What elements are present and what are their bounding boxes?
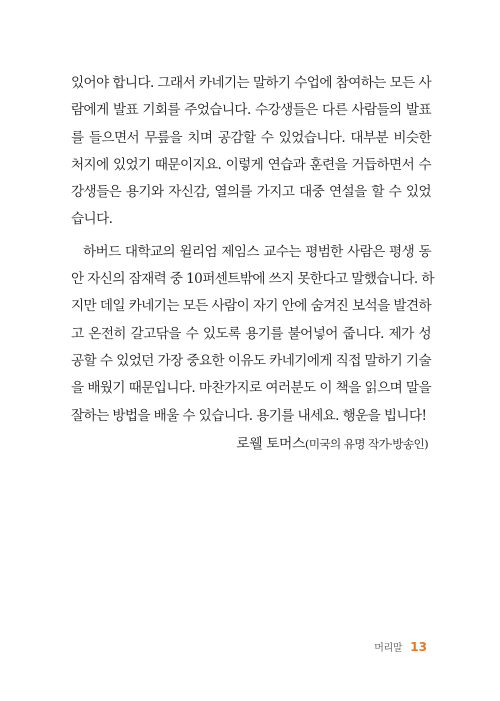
text-line: 습니다. [71, 211, 113, 228]
body-text [71, 70, 434, 430]
author-name: 로웰 토머스 [236, 436, 305, 452]
text-line: 지만 데일 카네기는 모든 사람이 자기 안에 숨겨진 보석을 발견하 [71, 298, 431, 315]
paragraph-2 [71, 239, 434, 430]
text-line: 안 자신의 잠재력 중 10퍼센트밖에 쓰지 못한다고 말했습니다. 하 [71, 271, 434, 288]
text-line: 하버드 대학교의 윌리엄 제임스 교수는 평범한 사람은 평생 동 [83, 243, 431, 260]
text-line: 고 온전히 갈고닦을 수 있도록 용기를 불어넣어 줍니다. 제가 성 [71, 325, 431, 342]
text-line: 강생들은 용기와 자신감, 열의를 가지고 대중 연설을 할 수 있었 [71, 184, 431, 201]
page-footer [374, 636, 427, 655]
paragraph-1 [71, 70, 431, 234]
text-line: 잘하는 방법을 배울 수 있습니다. 용기를 내세요. 행운을 빕니다! [71, 407, 427, 424]
author-signature [236, 432, 428, 452]
text-line: 처지에 있었기 때문이지요. 이렇게 연습과 훈련을 거듭하면서 수 [71, 156, 431, 173]
text-line: 을 배웠기 때문입니다. 마찬가지로 여러분도 이 책을 읽으며 말을 [71, 380, 431, 397]
author-description: (미국의 유명 작가·방송인) [304, 437, 428, 451]
page-number: 13 [410, 639, 427, 654]
text-line: 있어야 합니다. 그래서 카네기는 말하기 수업에 참여하는 모든 사 [71, 75, 431, 91]
text-line: 람에게 발표 기회를 주었습니다. 수강생들은 다른 사람들의 발표 [71, 102, 431, 119]
text-line: 를 들으면서 무릎을 치며 공감할 수 있었습니다. 대부분 비슷한 [71, 129, 431, 146]
section-name: 머리말 [374, 643, 403, 654]
text-line: 공할 수 있었던 가장 중요한 이유도 카네기에게 직접 말하기 기술 [71, 352, 431, 369]
